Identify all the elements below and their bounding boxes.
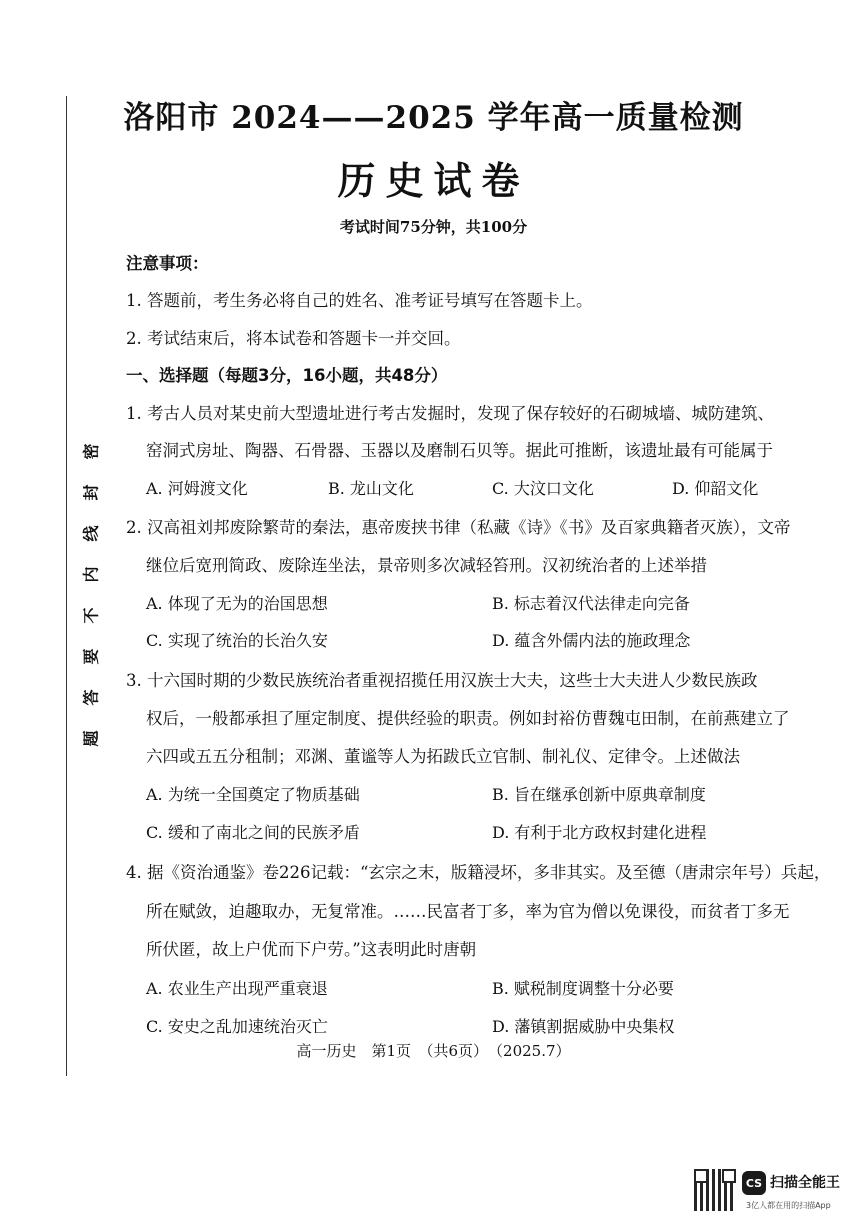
binding-line [66, 96, 67, 1076]
scanner-app-name: 扫描全能王 [770, 1175, 840, 1191]
question-line: 所在赋敛，迫趣取办，无复常准。……民富者丁多，率为官为僧以免课役，而贫者丁多无 [146, 902, 790, 921]
question-line: 3. 十六国时期的少数民族统治者重视招揽任用汉族士大夫，这些士大夫进人少数民族政 [126, 671, 758, 690]
binding-char: 答 [81, 689, 101, 706]
binding-char: 封 [81, 484, 101, 501]
qr-code-icon [694, 1169, 736, 1211]
question-line: 权后，一般都承担了厘定制度、提供经验的职责。例如封裕仿曹魏屯田制，在前燕建立了 [146, 709, 790, 728]
section-heading: 一、选择题（每题3分，16小题，共48分） [126, 366, 448, 385]
option-d: D. 有利于北方政权封建化进程 [492, 823, 707, 842]
scanner-tagline: 3亿人都在用的扫描App [746, 1201, 831, 1210]
option-c: C. 缓和了南北之间的民族矛盾 [146, 823, 360, 842]
option-c: C. 安史之乱加速统治灭亡 [146, 1017, 328, 1036]
question-line: 继位后宽刑简政、废除连坐法，景帝则多次减轻笞刑。汉初统治者的上述举措 [146, 556, 707, 575]
question-line: 窑洞式房址、陶器、石骨器、玉器以及磨制石贝等。据此可推断，该遗址最有可能属于 [146, 441, 773, 460]
option-d: D. 蕴含外儒内法的施政理念 [492, 631, 691, 650]
notice-item: 2. 考试结束后，将本试卷和答题卡一并交回。 [126, 329, 461, 348]
question-line: 六四或五五分租制；邓渊、董谧等人为拓跋氏立官制、制礼仪、定律令。上述做法 [146, 747, 740, 766]
notice-item: 1. 答题前，考生务必将自己的姓名、准考证号填写在答题卡上。 [126, 291, 593, 310]
binding-char: 不 [81, 607, 101, 624]
option-d: D. 藩镇割据威胁中央集权 [492, 1017, 675, 1036]
question-line: 4. 据《资治通鉴》卷226记载：“玄宗之末，版籍浸坏，多非其实。及至德（唐肃宗年号）兵起， [126, 863, 831, 882]
question-line: 2. 汉高祖刘邦废除繁苛的秦法，惠帝废挟书律（私藏《诗》《书》及百家典籍者灭族），文帝 [126, 518, 791, 537]
question-line: 所伏匿，故上户优而下户劳。”这表明此时唐朝 [146, 940, 477, 959]
option-a: A. 为统一全国奠定了物质基础 [146, 785, 360, 804]
binding-char: 题 [81, 730, 101, 747]
option-b: B. 旨在继承创新中原典章制度 [492, 785, 706, 804]
page-title: 洛阳市 2024——2025 学年高一质量检测 [123, 100, 744, 136]
binding-char: 要 [81, 648, 101, 665]
option-c: C. 大汶口文化 [492, 479, 594, 498]
option-a: A. 农业生产出现严重衰退 [146, 979, 328, 998]
binding-char: 线 [81, 525, 101, 542]
binding-margin-text [78, 440, 102, 750]
exam-time: 考试时间75分钟，共100分 [339, 218, 528, 236]
binding-char: 内 [81, 566, 101, 583]
option-b: B. 标志着汉代法律走向完备 [492, 594, 690, 613]
subject-title: 历史试卷 [337, 159, 530, 203]
option-b: B. 龙山文化 [328, 479, 414, 498]
question-line: 1. 考古人员对某史前大型遗址进行考古发掘时，发现了保存较好的石砌城墙、城防建筑、 [126, 404, 774, 423]
option-c: C. 实现了统治的长治久安 [146, 631, 328, 650]
option-d: D. 仰韶文化 [672, 479, 759, 498]
camscanner-logo-icon: CS [742, 1171, 766, 1195]
page-footer: 高一历史 第1页 （共6页） （2025.7） [296, 1042, 571, 1060]
option-b: B. 赋税制度调整十分必要 [492, 979, 674, 998]
option-a: A. 河姆渡文化 [146, 479, 248, 498]
binding-char: 密 [81, 443, 101, 460]
notice-heading: 注意事项： [126, 254, 209, 273]
option-a: A. 体现了无为的治国思想 [146, 594, 328, 613]
